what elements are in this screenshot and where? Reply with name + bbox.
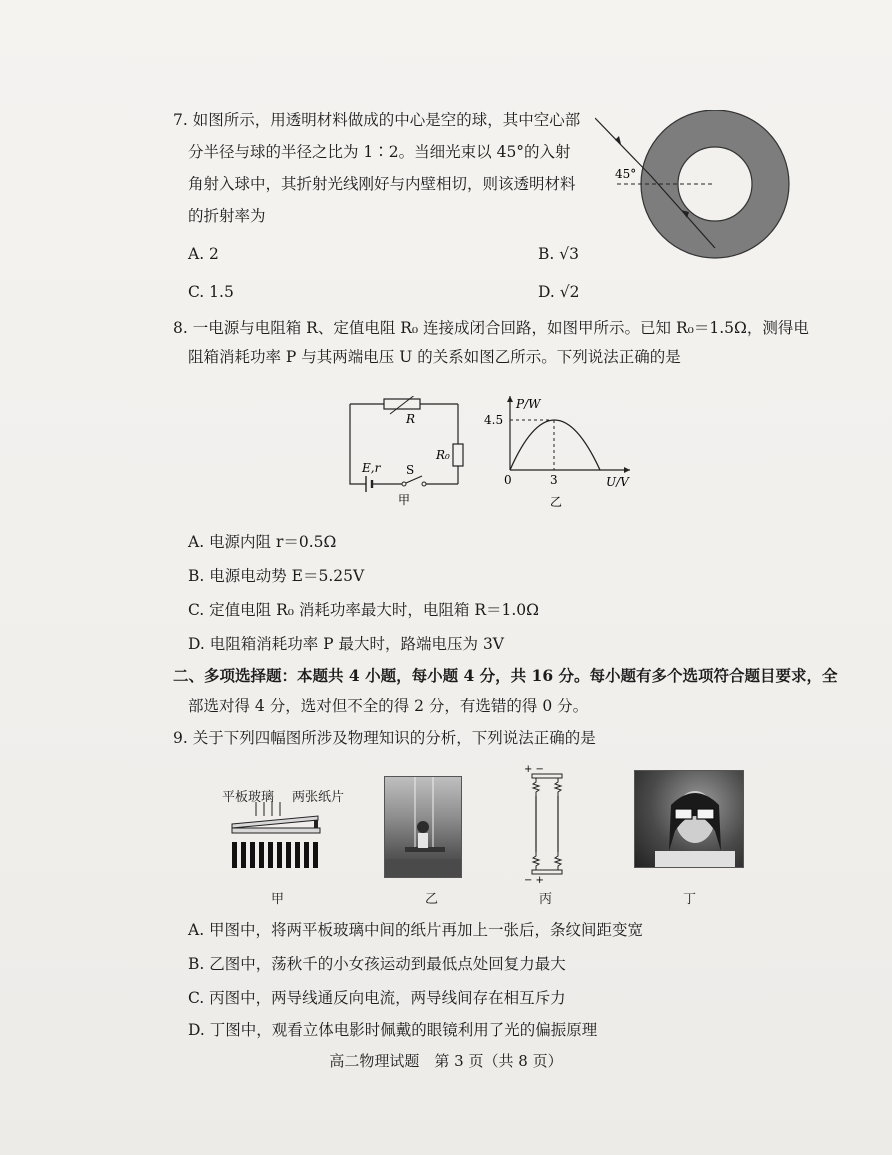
jia-label-paper: 两张纸片 — [292, 790, 345, 805]
section2-heading-line-1: 二、多项选择题：本题共 4 小题，每小题 4 分，共 16 分。每小题有多个选项符合题目要求，全 — [173, 666, 838, 685]
circuit-caption: 甲 — [398, 493, 411, 506]
jia-wedge-figure — [222, 800, 332, 870]
q7-line-1: 7. 如图所示，用透明材料做成的中心是空的球，其中空心部 — [173, 111, 581, 129]
angle-label: 45° — [615, 167, 637, 181]
page-footer: 高二物理试题 第 3 页（共 8 页） — [329, 1052, 563, 1070]
top-spring-right — [555, 778, 561, 796]
q8-power-voltage-graph — [480, 392, 640, 510]
power-curve — [510, 420, 600, 470]
bottom-spring-right — [555, 852, 561, 870]
y-axis-arrow-icon — [507, 396, 513, 402]
r-label: R — [406, 412, 416, 426]
x-tick-peak: 3 — [550, 473, 558, 487]
r0-label: R₀ — [436, 448, 450, 462]
y-tick-peak: 4.5 — [484, 413, 504, 427]
bing-sign-top: + − — [524, 764, 544, 775]
yi-caption: 乙 — [425, 892, 439, 907]
q8-line-2: 阻箱消耗功率 P 与其两端电压 U 的关系如图乙所示。下列说法正确的是 — [188, 348, 681, 366]
q7-line-4: 的折射率为 — [188, 207, 266, 225]
q8-option-d: D. 电阻箱消耗功率 P 最大时，路端电压为 3V — [188, 635, 504, 653]
girl-figure — [417, 821, 429, 833]
q8-option-b: B. 电源电动势 E＝5.25V — [188, 567, 365, 585]
bottom-spring-left — [533, 852, 539, 870]
graph-caption: 乙 — [550, 495, 563, 509]
q9-option-b: B. 乙图中，荡秋千的小女孩运动到最低点处回复力最大 — [188, 955, 566, 973]
jia-label-glass: 平板玻璃 — [222, 790, 275, 805]
top-glass-plate — [232, 816, 318, 828]
x-axis-arrow-icon — [624, 467, 630, 473]
ding-3d-glasses-photo — [634, 770, 744, 868]
top-spring-left — [533, 778, 539, 796]
x-axis-label: U/V — [606, 475, 629, 489]
switch-s — [406, 476, 422, 483]
incident-arrow-icon — [615, 136, 621, 144]
q7-line-2: 分半径与球的半径之比为 1∶2。当细光束以 45°的入射 — [188, 143, 571, 161]
jia-caption: 甲 — [271, 892, 285, 907]
q9-option-c: C. 丙图中，两导线通反向电流，两导线间存在相互斥力 — [188, 989, 566, 1007]
q8-option-a: A. 电源内阻 r＝0.5Ω — [188, 533, 337, 551]
glasses-left-lens — [675, 809, 692, 819]
q9-option-a: A. 甲图中，将两平板玻璃中间的纸片再加上一张后，条纹间距变宽 — [188, 921, 644, 939]
q8-circuit-figure — [340, 396, 470, 506]
y-axis-label: P/W — [516, 397, 541, 411]
section2-heading-line-2: 部选对得 4 分，选对但不全的得 2 分，有选错的得 0 分。 — [188, 697, 589, 715]
q9-stem: 9. 关于下列四幅图所涉及物理知识的分析，下列说法正确的是 — [173, 729, 596, 747]
rheostat-r — [384, 399, 420, 409]
q7-line-3: 角射入球中，其折射光线刚好与内壁相切，则该透明材料 — [188, 175, 576, 193]
interference-fringes — [232, 842, 318, 868]
q7-option-c: C. 1.5 — [188, 283, 234, 301]
q8-line-1: 8. 一电源与电阻箱 R、定值电阻 R₀ 连接成闭合回路，如图甲所示。已知 R₀＝1.5Ω，测得电 — [173, 319, 809, 337]
ding-caption: 丁 — [683, 892, 697, 907]
q8-option-c: C. 定值电阻 R₀ 消耗功率最大时，电阻箱 R＝1.0Ω — [188, 601, 539, 619]
q7-option-b: B. √3 — [538, 245, 579, 263]
switch-label: S — [406, 463, 415, 477]
bottom-glass-plate — [232, 828, 320, 833]
q7-hollow-sphere-figure — [595, 110, 795, 270]
source-label: E,r — [362, 461, 381, 475]
q7-option-d: D. √2 — [538, 283, 580, 301]
paper-slips — [314, 820, 318, 828]
yi-swing-photo — [384, 776, 462, 878]
glasses-right-lens — [697, 809, 714, 819]
bing-sign-bottom: − + — [524, 875, 544, 884]
origin-label: 0 — [504, 473, 512, 487]
q7-option-a: A. 2 — [188, 245, 219, 263]
bing-caption: 丙 — [539, 892, 553, 907]
bing-parallel-wires-figure — [520, 762, 570, 884]
fixed-resistor-r0 — [453, 444, 463, 466]
q9-option-d: D. 丁图中，观看立体电影时佩戴的眼镜利用了光的偏振原理 — [188, 1021, 598, 1039]
